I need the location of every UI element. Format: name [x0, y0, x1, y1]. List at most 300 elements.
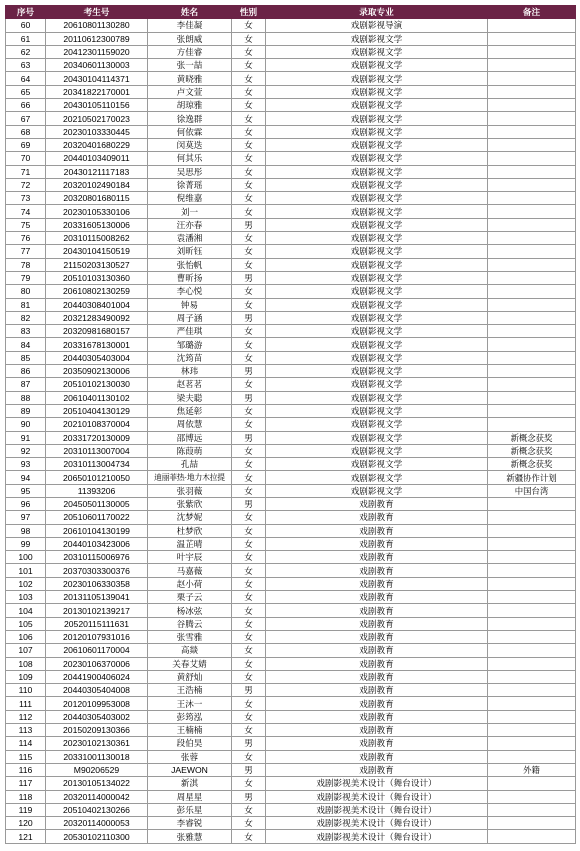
cell-gender: 女 — [232, 152, 266, 165]
cell-name: 张羽薇 — [148, 484, 232, 497]
cell-remark — [488, 803, 576, 816]
cell-exam-id: 20341822170001 — [46, 85, 148, 98]
cell-seq: 62 — [6, 45, 46, 58]
cell-major: 戏剧影视文学 — [266, 298, 488, 311]
cell-exam-id: 20440308401004 — [46, 298, 148, 311]
table-row — [6, 125, 576, 138]
cell-major: 戏剧影视文学 — [266, 365, 488, 378]
cell-name: 袁潘湘 — [148, 232, 232, 245]
cell-major: 戏剧教育 — [266, 617, 488, 630]
cell-name: 倪维嘉 — [148, 192, 232, 205]
cell-exam-id: 20320981680157 — [46, 325, 148, 338]
cell-remark — [488, 232, 576, 245]
cell-name: 黄晓雅 — [148, 72, 232, 85]
cell-seq: 87 — [6, 378, 46, 391]
table-row — [6, 391, 576, 404]
header-row — [6, 6, 576, 19]
cell-seq: 81 — [6, 298, 46, 311]
cell-remark — [488, 697, 576, 710]
cell-seq: 121 — [6, 830, 46, 843]
cell-name: 严佳琪 — [148, 325, 232, 338]
cell-gender: 男 — [232, 311, 266, 324]
cell-exam-id: 20650101210050 — [46, 471, 148, 484]
cell-seq: 63 — [6, 59, 46, 72]
cell-name: 邹璐游 — [148, 338, 232, 351]
cell-seq: 99 — [6, 537, 46, 550]
cell-seq: 76 — [6, 232, 46, 245]
cell-major: 戏剧影视文学 — [266, 218, 488, 231]
cell-seq: 114 — [6, 737, 46, 750]
header-major: 录取专业 — [266, 6, 488, 19]
cell-name: 张怡帆 — [148, 258, 232, 271]
cell-remark — [488, 152, 576, 165]
table-row — [6, 192, 576, 205]
table-row — [6, 258, 576, 271]
cell-remark — [488, 537, 576, 550]
cell-gender: 女 — [232, 803, 266, 816]
table-row — [6, 19, 576, 32]
cell-major: 戏剧影视文学 — [266, 258, 488, 271]
cell-gender: 女 — [232, 657, 266, 670]
cell-remark — [488, 684, 576, 697]
cell-exam-id: 20440305404008 — [46, 684, 148, 697]
cell-remark — [488, 311, 576, 324]
table-row — [6, 630, 576, 643]
cell-remark — [488, 551, 576, 564]
cell-major: 戏剧影视文学 — [266, 285, 488, 298]
cell-name: 李佳凝 — [148, 19, 232, 32]
cell-exam-id: 20450501130005 — [46, 497, 148, 510]
cell-seq: 113 — [6, 724, 46, 737]
cell-exam-id: 20310115008262 — [46, 232, 148, 245]
cell-remark — [488, 99, 576, 112]
cell-exam-id: 20610601170004 — [46, 644, 148, 657]
cell-gender: 女 — [232, 750, 266, 763]
cell-name: 方佳睿 — [148, 45, 232, 58]
cell-seq: 67 — [6, 112, 46, 125]
cell-exam-id: 20331720130009 — [46, 431, 148, 444]
cell-name: 张雅慧 — [148, 830, 232, 843]
cell-major: 戏剧影视文学 — [266, 245, 488, 258]
cell-remark: 新概念获奖 — [488, 444, 576, 457]
cell-exam-id: 20230105330106 — [46, 205, 148, 218]
cell-major: 戏剧教育 — [266, 564, 488, 577]
cell-exam-id: 20320401680229 — [46, 138, 148, 151]
cell-exam-id: 20310115006976 — [46, 551, 148, 564]
cell-remark — [488, 710, 576, 723]
table-row — [6, 830, 576, 843]
cell-seq: 73 — [6, 192, 46, 205]
cell-name: 彭乐星 — [148, 803, 232, 816]
cell-major: 戏剧影视文学 — [266, 45, 488, 58]
cell-major: 戏剧影视文学 — [266, 391, 488, 404]
cell-remark — [488, 577, 576, 590]
cell-major: 戏剧教育 — [266, 630, 488, 643]
cell-remark — [488, 737, 576, 750]
cell-major: 戏剧教育 — [266, 737, 488, 750]
cell-seq: 69 — [6, 138, 46, 151]
cell-gender: 男 — [232, 271, 266, 284]
cell-gender: 女 — [232, 777, 266, 790]
cell-major: 戏剧教育 — [266, 697, 488, 710]
cell-exam-id: 20130105134022 — [46, 777, 148, 790]
cell-exam-id: 20610401130102 — [46, 391, 148, 404]
cell-exam-id: 20510601170022 — [46, 511, 148, 524]
cell-remark — [488, 497, 576, 510]
table-row — [6, 710, 576, 723]
cell-major: 戏剧影视文学 — [266, 192, 488, 205]
cell-exam-id: 20320114000042 — [46, 790, 148, 803]
cell-gender: 女 — [232, 444, 266, 457]
table-row — [6, 458, 576, 471]
table-row — [6, 285, 576, 298]
table-row — [6, 138, 576, 151]
cell-gender: 女 — [232, 138, 266, 151]
cell-seq: 111 — [6, 697, 46, 710]
cell-gender: 女 — [232, 724, 266, 737]
cell-major: 戏剧影视文学 — [266, 471, 488, 484]
cell-major: 戏剧影视文学 — [266, 138, 488, 151]
cell-major: 戏剧影视文学 — [266, 32, 488, 45]
cell-exam-id: 11393206 — [46, 484, 148, 497]
table-row — [6, 511, 576, 524]
cell-remark — [488, 790, 576, 803]
cell-seq: 89 — [6, 404, 46, 417]
cell-exam-id: 20210502170023 — [46, 112, 148, 125]
cell-exam-id: 20610801130280 — [46, 19, 148, 32]
cell-gender: 女 — [232, 245, 266, 258]
cell-name: 叶宇辰 — [148, 551, 232, 564]
cell-major: 戏剧教育 — [266, 551, 488, 564]
cell-gender: 男 — [232, 391, 266, 404]
cell-exam-id: 20350902130006 — [46, 365, 148, 378]
table-row — [6, 763, 576, 776]
table-row — [6, 564, 576, 577]
cell-seq: 65 — [6, 85, 46, 98]
cell-remark — [488, 125, 576, 138]
cell-remark — [488, 338, 576, 351]
cell-gender: 女 — [232, 404, 266, 417]
cell-seq: 72 — [6, 178, 46, 191]
table-row — [6, 59, 576, 72]
cell-exam-id: 20440103423006 — [46, 537, 148, 550]
cell-remark — [488, 378, 576, 391]
cell-gender: 女 — [232, 511, 266, 524]
cell-gender: 女 — [232, 285, 266, 298]
cell-seq: 108 — [6, 657, 46, 670]
cell-remark: 新概念获奖 — [488, 458, 576, 471]
cell-seq: 95 — [6, 484, 46, 497]
cell-remark — [488, 524, 576, 537]
table-row — [6, 724, 576, 737]
cell-gender: 女 — [232, 564, 266, 577]
cell-name: JAEWON — [148, 763, 232, 776]
cell-exam-id: M90206529 — [46, 763, 148, 776]
cell-gender: 男 — [232, 497, 266, 510]
cell-name: 谷腾云 — [148, 617, 232, 630]
cell-gender: 女 — [232, 45, 266, 58]
cell-remark — [488, 325, 576, 338]
cell-major: 戏剧影视美术设计（舞台设计） — [266, 790, 488, 803]
cell-name: 迪丽菲热·地力木拉提 — [148, 471, 232, 484]
cell-gender: 女 — [232, 112, 266, 125]
cell-remark — [488, 178, 576, 191]
cell-seq: 78 — [6, 258, 46, 271]
header-name: 姓名 — [148, 6, 232, 19]
cell-remark — [488, 59, 576, 72]
cell-remark — [488, 404, 576, 417]
admission-table — [5, 5, 576, 844]
cell-major: 戏剧教育 — [266, 497, 488, 510]
cell-name: 黄舒灿 — [148, 670, 232, 683]
cell-major: 戏剧影视导演 — [266, 19, 488, 32]
cell-major: 戏剧教育 — [266, 524, 488, 537]
table-row — [6, 245, 576, 258]
cell-name: 曹昕扬 — [148, 271, 232, 284]
cell-remark — [488, 617, 576, 630]
cell-major: 戏剧影视美术设计（舞台设计） — [266, 777, 488, 790]
table-row — [6, 85, 576, 98]
cell-name: 卢文萱 — [148, 85, 232, 98]
cell-gender: 女 — [232, 325, 266, 338]
cell-exam-id: 20610104130199 — [46, 524, 148, 537]
cell-seq: 104 — [6, 604, 46, 617]
table-row — [6, 524, 576, 537]
cell-exam-id: 20130102139217 — [46, 604, 148, 617]
cell-gender: 女 — [232, 205, 266, 218]
cell-major: 戏剧影视文学 — [266, 338, 488, 351]
cell-exam-id: 20430104114371 — [46, 72, 148, 85]
cell-exam-id: 20510102130030 — [46, 378, 148, 391]
cell-major: 戏剧影视文学 — [266, 404, 488, 417]
cell-exam-id: 20230106370006 — [46, 657, 148, 670]
cell-exam-id: 20120107931016 — [46, 630, 148, 643]
cell-name: 周子涵 — [148, 311, 232, 324]
cell-name: 张一喆 — [148, 59, 232, 72]
cell-major: 戏剧教育 — [266, 577, 488, 590]
cell-name: 周星星 — [148, 790, 232, 803]
cell-exam-id: 20440305403002 — [46, 710, 148, 723]
table-row — [6, 112, 576, 125]
cell-gender: 女 — [232, 258, 266, 271]
table-row — [6, 99, 576, 112]
cell-major: 戏剧影视文学 — [266, 205, 488, 218]
cell-seq: 110 — [6, 684, 46, 697]
cell-exam-id: 20230106330358 — [46, 577, 148, 590]
cell-gender: 男 — [232, 365, 266, 378]
cell-name: 李心悦 — [148, 285, 232, 298]
cell-name: 段伯昊 — [148, 737, 232, 750]
cell-major: 戏剧影视文学 — [266, 72, 488, 85]
cell-exam-id: 20331678130001 — [46, 338, 148, 351]
cell-remark — [488, 657, 576, 670]
cell-remark — [488, 604, 576, 617]
cell-gender: 女 — [232, 537, 266, 550]
table-row — [6, 817, 576, 830]
table-row — [6, 484, 576, 497]
cell-name: 王浩楠 — [148, 684, 232, 697]
cell-major: 戏剧教育 — [266, 511, 488, 524]
cell-name: 栗子云 — [148, 591, 232, 604]
cell-gender: 女 — [232, 524, 266, 537]
table-row — [6, 298, 576, 311]
cell-seq: 97 — [6, 511, 46, 524]
cell-exam-id: 20530102110300 — [46, 830, 148, 843]
cell-name: 孔喆 — [148, 458, 232, 471]
cell-seq: 109 — [6, 670, 46, 683]
cell-exam-id: 20331001130018 — [46, 750, 148, 763]
table-row — [6, 45, 576, 58]
cell-name: 杜梦欣 — [148, 524, 232, 537]
cell-gender: 女 — [232, 577, 266, 590]
cell-remark — [488, 817, 576, 830]
cell-remark — [488, 630, 576, 643]
cell-gender: 女 — [232, 458, 266, 471]
cell-major: 戏剧教育 — [266, 537, 488, 550]
table-row — [6, 670, 576, 683]
cell-gender: 女 — [232, 551, 266, 564]
cell-seq: 61 — [6, 32, 46, 45]
cell-remark — [488, 45, 576, 58]
cell-major: 戏剧影视文学 — [266, 431, 488, 444]
cell-major: 戏剧影视文学 — [266, 112, 488, 125]
table-row — [6, 431, 576, 444]
cell-name: 何其乐 — [148, 152, 232, 165]
cell-remark — [488, 138, 576, 151]
cell-gender: 女 — [232, 830, 266, 843]
cell-gender: 女 — [232, 710, 266, 723]
cell-remark — [488, 112, 576, 125]
cell-major: 戏剧教育 — [266, 684, 488, 697]
cell-seq: 96 — [6, 497, 46, 510]
header-exam-id: 考生号 — [46, 6, 148, 19]
cell-remark: 新疆协作计划 — [488, 471, 576, 484]
cell-remark — [488, 285, 576, 298]
cell-gender: 女 — [232, 471, 266, 484]
cell-name: 邵博远 — [148, 431, 232, 444]
cell-gender: 女 — [232, 298, 266, 311]
cell-seq: 94 — [6, 471, 46, 484]
cell-name: 沈梦妮 — [148, 511, 232, 524]
table-row — [6, 152, 576, 165]
cell-name: 刘一 — [148, 205, 232, 218]
cell-seq: 103 — [6, 591, 46, 604]
cell-seq: 118 — [6, 790, 46, 803]
cell-gender: 女 — [232, 32, 266, 45]
cell-exam-id: 20321283490092 — [46, 311, 148, 324]
table-row — [6, 232, 576, 245]
table-row — [6, 737, 576, 750]
cell-gender: 女 — [232, 178, 266, 191]
table-row — [6, 205, 576, 218]
cell-exam-id: 21150203130527 — [46, 258, 148, 271]
cell-remark — [488, 750, 576, 763]
cell-seq: 115 — [6, 750, 46, 763]
cell-name: 彭筠泓 — [148, 710, 232, 723]
cell-seq: 105 — [6, 617, 46, 630]
cell-gender: 女 — [232, 338, 266, 351]
cell-remark — [488, 351, 576, 364]
table-row — [6, 790, 576, 803]
cell-major: 戏剧影视文学 — [266, 271, 488, 284]
cell-seq: 119 — [6, 803, 46, 816]
cell-remark — [488, 418, 576, 431]
cell-exam-id: 20412301159020 — [46, 45, 148, 58]
cell-major: 戏剧影视美术设计（舞台设计） — [266, 803, 488, 816]
cell-seq: 80 — [6, 285, 46, 298]
cell-name: 闵莫迭 — [148, 138, 232, 151]
cell-gender: 女 — [232, 817, 266, 830]
header-remark: 备注 — [488, 6, 576, 19]
table-row — [6, 404, 576, 417]
cell-remark — [488, 591, 576, 604]
cell-exam-id: 20120109953008 — [46, 697, 148, 710]
cell-gender: 女 — [232, 99, 266, 112]
table-row — [6, 444, 576, 457]
cell-gender: 女 — [232, 697, 266, 710]
cell-name: 何依霖 — [148, 125, 232, 138]
cell-remark — [488, 777, 576, 790]
cell-exam-id: 20131105139041 — [46, 591, 148, 604]
cell-seq: 82 — [6, 311, 46, 324]
table-row — [6, 471, 576, 484]
cell-name: 梁夫聪 — [148, 391, 232, 404]
cell-exam-id: 20440305403004 — [46, 351, 148, 364]
cell-exam-id: 20230103330445 — [46, 125, 148, 138]
table-row — [6, 365, 576, 378]
cell-gender: 女 — [232, 165, 266, 178]
cell-name: 汪亦春 — [148, 218, 232, 231]
cell-name: 徐菁瑶 — [148, 178, 232, 191]
cell-gender: 女 — [232, 630, 266, 643]
table-row — [6, 617, 576, 630]
cell-seq: 88 — [6, 391, 46, 404]
cell-gender: 女 — [232, 418, 266, 431]
cell-remark — [488, 830, 576, 843]
cell-name: 新淇 — [148, 777, 232, 790]
cell-exam-id: 20430105110156 — [46, 99, 148, 112]
cell-remark — [488, 192, 576, 205]
cell-seq: 106 — [6, 630, 46, 643]
cell-exam-id: 20310113007004 — [46, 444, 148, 457]
cell-remark — [488, 85, 576, 98]
cell-gender: 女 — [232, 85, 266, 98]
cell-name: 马嘉薇 — [148, 564, 232, 577]
cell-remark — [488, 72, 576, 85]
table-body — [6, 19, 576, 843]
cell-major: 戏剧影视文学 — [266, 351, 488, 364]
cell-major: 戏剧影视文学 — [266, 378, 488, 391]
cell-gender: 女 — [232, 591, 266, 604]
cell-gender: 女 — [232, 19, 266, 32]
table-row — [6, 165, 576, 178]
table-row — [6, 777, 576, 790]
cell-gender: 女 — [232, 484, 266, 497]
table-row — [6, 351, 576, 364]
cell-exam-id: 20441900406024 — [46, 670, 148, 683]
cell-seq: 92 — [6, 444, 46, 457]
cell-exam-id: 20610802130259 — [46, 285, 148, 298]
cell-seq: 70 — [6, 152, 46, 165]
cell-gender: 女 — [232, 192, 266, 205]
cell-seq: 75 — [6, 218, 46, 231]
cell-remark — [488, 258, 576, 271]
cell-exam-id: 20510103130360 — [46, 271, 148, 284]
cell-exam-id: 20340601130003 — [46, 59, 148, 72]
cell-seq: 93 — [6, 458, 46, 471]
cell-seq: 107 — [6, 644, 46, 657]
cell-name: 刘昕钰 — [148, 245, 232, 258]
